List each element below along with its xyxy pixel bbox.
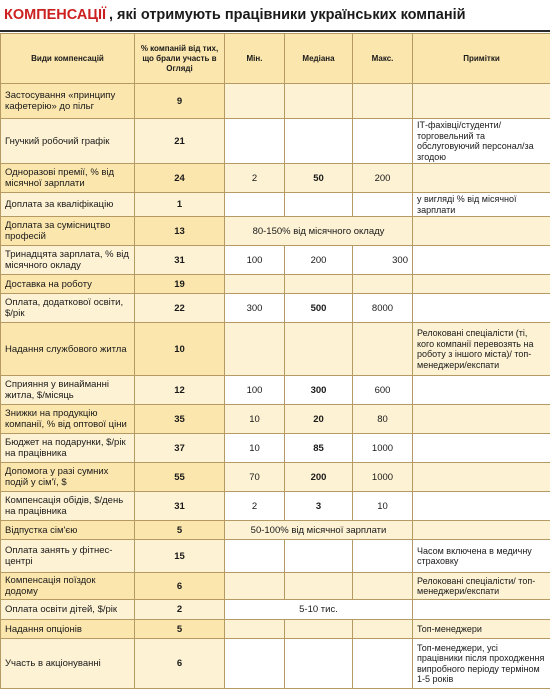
row-median: 500 — [285, 294, 353, 323]
row-pct: 1 — [135, 193, 225, 217]
row-note: Релоковані спеціалісти/ топ-менеджери/експати — [413, 573, 550, 600]
row-min — [225, 540, 285, 573]
row-median: 200 — [285, 463, 353, 492]
row-name: Знижки на продукцію компанії, % від оптової ціни — [1, 405, 135, 434]
row-max — [353, 119, 413, 164]
row-name: Гнучкий робочий графік — [1, 119, 135, 164]
row-name: Допомога у разі сумних подій у сім'ї, $ — [1, 463, 135, 492]
row-name: Одноразові премії, % від місячної зарплати — [1, 164, 135, 193]
title-accent: КОМПЕНСАЦІЇ — [4, 7, 106, 23]
row-pct: 22 — [135, 294, 225, 323]
table-row — [1, 376, 550, 405]
header-median: Медіана — [285, 34, 353, 84]
row-range-span: 80-150% від місячного окладу — [225, 217, 413, 246]
row-max — [353, 275, 413, 294]
row-pct: 31 — [135, 246, 225, 275]
row-pct: 5 — [135, 521, 225, 540]
row-median — [285, 540, 353, 573]
row-max: 8000 — [353, 294, 413, 323]
row-name: Сприяння у винайманні житла, $/місяць — [1, 376, 135, 405]
row-max: 10 — [353, 492, 413, 521]
table-row — [1, 84, 550, 119]
row-min: 300 — [225, 294, 285, 323]
row-note: Часом включена в медичну страховку — [413, 540, 550, 573]
row-median: 50 — [285, 164, 353, 193]
row-min — [225, 193, 285, 217]
row-pct: 55 — [135, 463, 225, 492]
row-range-span: 5-10 тис. — [225, 600, 413, 620]
header-row — [1, 34, 550, 84]
row-name: Оплата освіти дітей, $/рік — [1, 600, 135, 620]
table-row — [1, 275, 550, 294]
compensation-table — [0, 33, 550, 689]
table-row — [1, 193, 550, 217]
row-median — [285, 639, 353, 689]
row-median — [285, 275, 353, 294]
row-median: 85 — [285, 434, 353, 463]
row-note — [413, 434, 550, 463]
table-row — [1, 246, 550, 275]
row-note — [413, 492, 550, 521]
table-row — [1, 540, 550, 573]
row-name: Доставка на роботу — [1, 275, 135, 294]
row-name: Компенсація поїздок додому — [1, 573, 135, 600]
table-row — [1, 294, 550, 323]
table-row — [1, 463, 550, 492]
row-note — [413, 164, 550, 193]
table-row — [1, 620, 550, 639]
row-median: 300 — [285, 376, 353, 405]
row-median: 20 — [285, 405, 353, 434]
row-median — [285, 193, 353, 217]
row-min — [225, 84, 285, 119]
row-pct: 35 — [135, 405, 225, 434]
row-min — [225, 573, 285, 600]
row-name: Участь в акціонуванні — [1, 639, 135, 689]
row-min — [225, 639, 285, 689]
row-median — [285, 84, 353, 119]
row-pct: 12 — [135, 376, 225, 405]
row-pct: 10 — [135, 323, 225, 376]
row-median — [285, 620, 353, 639]
row-pct: 6 — [135, 639, 225, 689]
row-pct: 24 — [135, 164, 225, 193]
row-note — [413, 246, 550, 275]
row-pct: 21 — [135, 119, 225, 164]
row-note: Топ-менеджери — [413, 620, 550, 639]
table-row — [1, 573, 550, 600]
title-rest: , які отримують працівники українських компаній — [109, 7, 466, 23]
table-row — [1, 217, 550, 246]
row-name: Бюджет на подарунки, $/рік на працівника — [1, 434, 135, 463]
row-max — [353, 84, 413, 119]
table-row — [1, 119, 550, 164]
row-pct: 37 — [135, 434, 225, 463]
row-min: 2 — [225, 492, 285, 521]
row-max: 80 — [353, 405, 413, 434]
row-note — [413, 376, 550, 405]
table-row — [1, 639, 550, 689]
row-median: 3 — [285, 492, 353, 521]
row-min: 10 — [225, 405, 285, 434]
row-median — [285, 119, 353, 164]
row-note — [413, 463, 550, 492]
header-notes: Примітки — [413, 34, 550, 84]
row-max — [353, 193, 413, 217]
row-median — [285, 323, 353, 376]
row-pct: 2 — [135, 600, 225, 620]
row-max — [353, 573, 413, 600]
table-row — [1, 405, 550, 434]
row-max — [353, 323, 413, 376]
row-max — [353, 639, 413, 689]
row-note — [413, 294, 550, 323]
row-name: Оплата, додаткової освіти, $/рік — [1, 294, 135, 323]
row-name: Оплата занять у фітнес-центрі — [1, 540, 135, 573]
row-max: 300 — [353, 246, 413, 275]
row-name: Доплата за сумісництво професій — [1, 217, 135, 246]
row-median: 200 — [285, 246, 353, 275]
row-pct: 5 — [135, 620, 225, 639]
row-pct: 15 — [135, 540, 225, 573]
row-min — [225, 620, 285, 639]
row-note — [413, 84, 550, 119]
row-note — [413, 405, 550, 434]
title-rule — [0, 30, 550, 32]
row-min — [225, 275, 285, 294]
row-range-span: 50-100% від місячної зарплати — [225, 521, 413, 540]
row-max — [353, 620, 413, 639]
row-max: 200 — [353, 164, 413, 193]
table-row — [1, 164, 550, 193]
row-min: 70 — [225, 463, 285, 492]
row-note: Топ-менеджери, усі працівники після проходження випробного періоду терміном 1-5 років — [413, 639, 550, 689]
row-min: 2 — [225, 164, 285, 193]
row-note: ІТ-фахівці/студенти/ торговельний та обслуговуючий персонал/за згодою — [413, 119, 550, 164]
row-note — [413, 521, 550, 540]
header-pct: % компаній від тих, що брали участь в Огляді — [135, 34, 225, 84]
row-note: Релоковані спеціалісти (ті, кого компанії перевозять на роботу з іншого міста)/ топ-менеджери/експати — [413, 323, 550, 376]
row-note — [413, 217, 550, 246]
row-name: Надання службового житла — [1, 323, 135, 376]
header-type: Види компенсацій — [1, 34, 135, 84]
row-min — [225, 119, 285, 164]
header-min: Мін. — [225, 34, 285, 84]
row-name: Застосування «принципу кафетерію» до пільг — [1, 84, 135, 119]
row-pct: 13 — [135, 217, 225, 246]
row-min: 10 — [225, 434, 285, 463]
row-note — [413, 600, 550, 620]
row-max: 1000 — [353, 434, 413, 463]
row-pct: 19 — [135, 275, 225, 294]
header-max: Макс. — [353, 34, 413, 84]
row-min — [225, 323, 285, 376]
row-median — [285, 573, 353, 600]
page-title — [0, 0, 550, 30]
row-name: Компенсація обідів, $/день на працівника — [1, 492, 135, 521]
row-name: Надання опціонів — [1, 620, 135, 639]
table-row — [1, 323, 550, 376]
row-name: Доплата за кваліфікацію — [1, 193, 135, 217]
table-row — [1, 600, 550, 620]
table-body — [1, 84, 550, 689]
row-min: 100 — [225, 376, 285, 405]
row-note: у вигляді % від місячної зарплати — [413, 193, 550, 217]
row-pct: 6 — [135, 573, 225, 600]
row-name: Тринадцята зарплата, % від місячного окладу — [1, 246, 135, 275]
row-max: 600 — [353, 376, 413, 405]
row-max: 1000 — [353, 463, 413, 492]
row-pct: 9 — [135, 84, 225, 119]
row-note — [413, 275, 550, 294]
row-max — [353, 540, 413, 573]
table-row — [1, 492, 550, 521]
table-row — [1, 434, 550, 463]
row-pct: 31 — [135, 492, 225, 521]
row-min: 100 — [225, 246, 285, 275]
table-row — [1, 521, 550, 540]
row-name: Відпустка сім'єю — [1, 521, 135, 540]
